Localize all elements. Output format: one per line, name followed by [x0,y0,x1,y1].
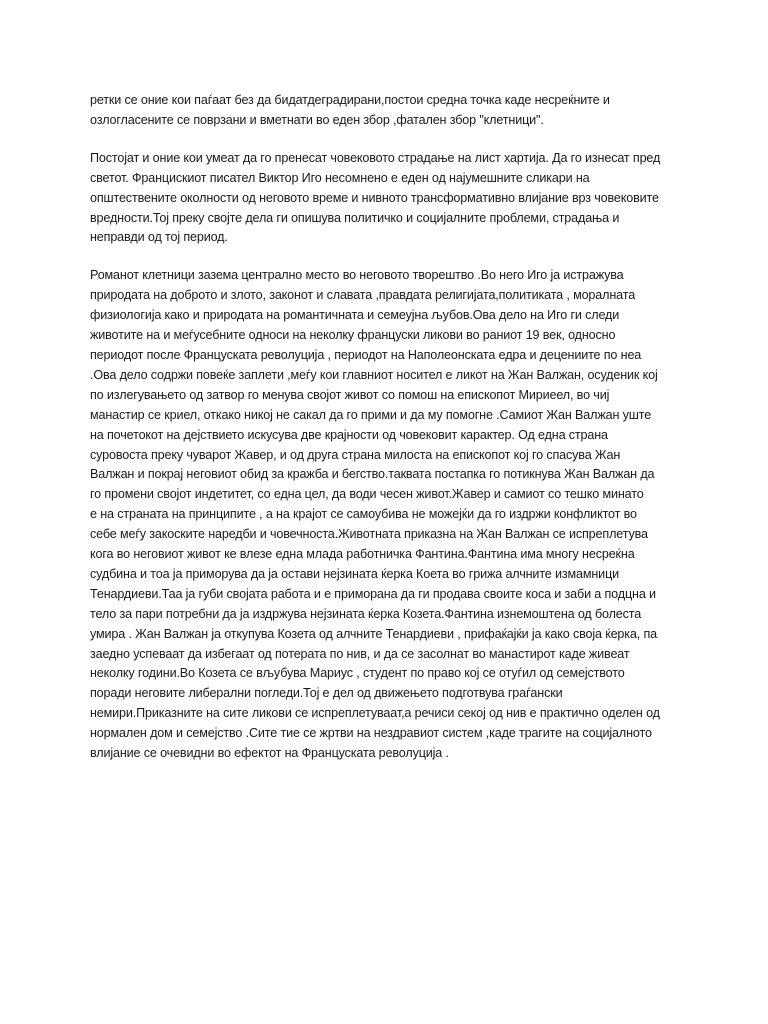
paragraph-intro: ретки се оние кои паѓаат без да бидатдеградирани,постои средна точка каде несреќните и озлогласените се поврзани и вметнати во еден збор ,фатален збор "клетници". [90,93,610,127]
paragraph-hugo: Постојат и оние кои умеат да го пренесат човековото страдање на лист хартија. Да го изнесат пред светот. Францискиот писател Виктор Иго несомнено е еден од најумешните сликари на општествените околности од неговото време и нивното трансформативно влијание врз човековите вредности.Тој преку својте дела ги опишува политичко и социјалните проблеми, страдања и неправди од тој период. [90,150,661,245]
paragraph-novel: Романот клетници зазема централно место во неговото творештво .Во него Иго ја истражува природата на доброто и злото, законот и славата ,правдата религијата,политиката , моралната физиологија како и природата на романтичната и семеуjна љубов.Ова дело на Иго ги следи животите на и меѓусебните односи на неколку француски ликови во раниот 19 век, односно периодот после Француската револуција , периодот на Наполеонската едра и децениите по неа .Ова дело содржи повеќе заплети ,меѓу кои главниот носител е ликот на Жан Валжан, осуденик кој по излегувањето од затвор го менува својот живот со помош на епископот Мириеел, во чиј манастир се криел, откако никој не сакал да го прими и да му помогне .Самиот Жан Валжан уште на почетокот на дејствието искусува две крајности од човековит карактер. Од една страна суровоста преку чуварот Жавер, и од друга страна милоста на епископот кој го спасува Жан Валжан и покрај неговиот обид за кражба и бегство.таквата постапка го потикнува Жан Валжан да го промени својот индетитет, со една цел, да води чесен живот.Жавер и самиот со тешко минато е на страната на принципите , а на крајот се самоубива не можејќи да го издржи конфликтот во себе меѓу закоските наредби и човечноста.Животната приказна на Жан Валжан се испреплетува кога во неговиот живот ке влезе една млада работничка Фантина.Фантина има многу несреќна судбина и тоа ја приморува да ја остави нејзината ќерка Коета во грижа алчните измамници Тенардиеви.Таа ја губи својата работа и е приморана да ги продава своите коса и заби а подцна и тело за пари потребни да ја издржува нејзината ќерка Козета.Фантина изнемоштена од болеста умира . Жан Валжан ја откупува Козета од алчните Тенардиеви , прифаќајќи ја како своја ќерка, па заедно успеваат да избегаат од потерата по нив, и да се засолнат во манастирот каде живеат неколку години.Во Козета се вљубува Мариус , студент по право кој се отуѓил од семејството поради неговите либерални погледи.Тој е дел од движењето подготвува граѓански немири.Приказните на сите ликови се испреплетуваат,а речиси секој од нив е практично оделен од нормален дом и семејство .Сите тие се жртви на нездравиот систем ,каде трагите на социјалното влијание се очевидни во ефектот на Француската револуција . [90,268,660,761]
document-body [90,91,680,782]
